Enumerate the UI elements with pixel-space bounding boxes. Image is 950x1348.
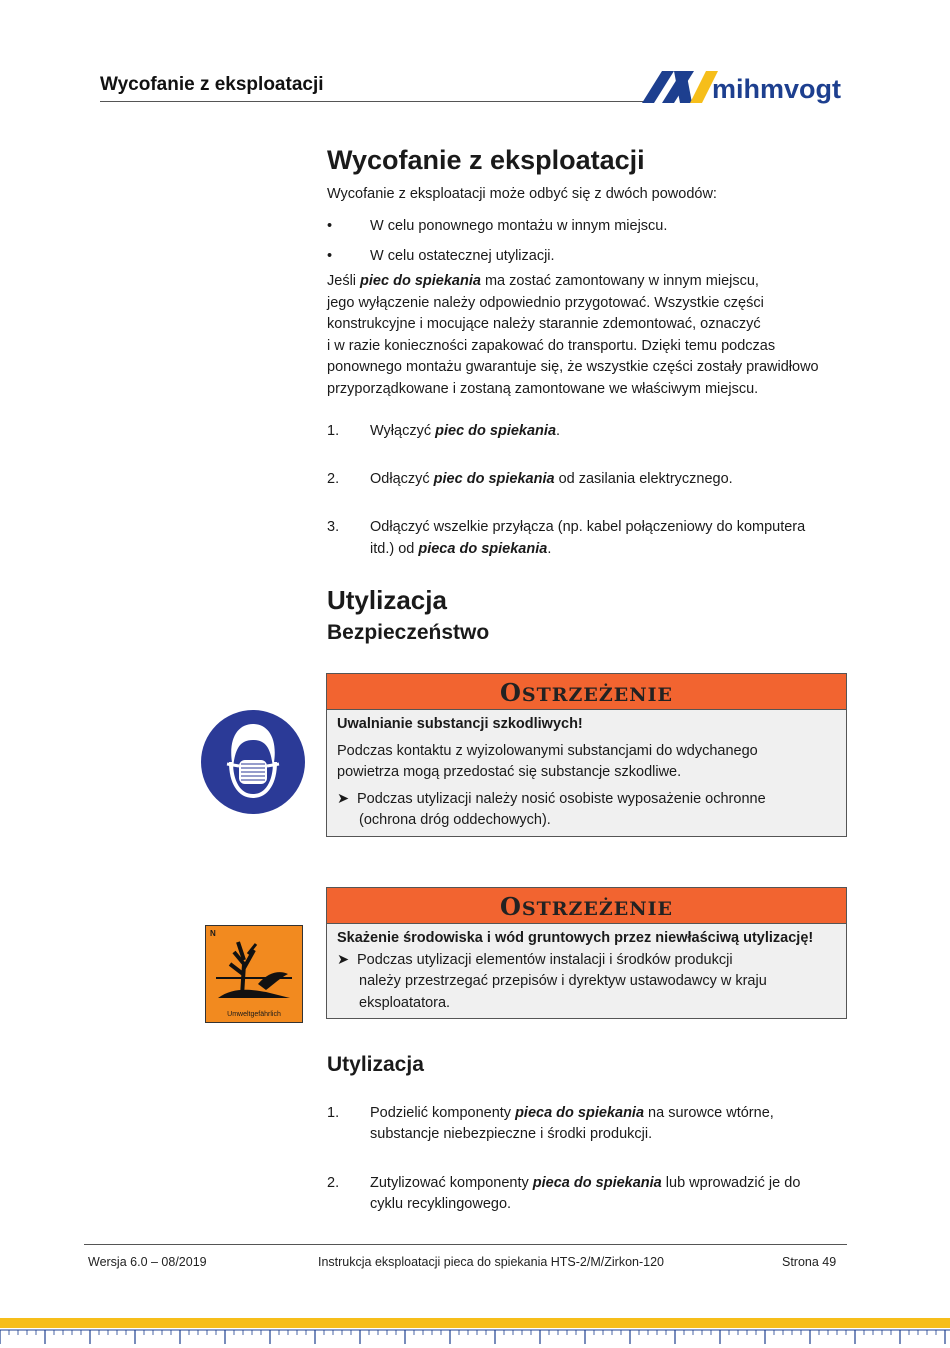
section-title-disposal: Utylizacja <box>327 585 447 615</box>
step-item: 1. Wyłączyć piec do spiekania. <box>327 423 561 439</box>
warning-title: Skażenie środowiska i wód gruntowych przez niewłaściwą utylizację! <box>337 930 814 946</box>
logo-text: mihmvogt <box>712 74 842 104</box>
warning-box-environment <box>326 887 847 1019</box>
intro-text: Wycofanie z eksploatacji może odbyć się z dwóch powodów: <box>327 185 717 202</box>
list-item: • W celu ostatecznej utylizacji. <box>327 247 555 264</box>
warning-heading: OSTRZEŻENIE <box>327 674 846 710</box>
warning-action: ➤ Podczas utylizacji należy nosić osobiste wyposażenie ochronne (ochrona dróg oddechowych). <box>337 789 836 832</box>
footer-version: Wersja 6.0 – 08/2019 <box>88 1255 207 1269</box>
warning-text: Podczas kontaktu z wyizolowanymi substancjami do wdychanego powietrza mogą przedostać się substancje szkodliwe. <box>337 742 758 780</box>
arrow-bullet-icon: ➤ <box>337 951 350 968</box>
footer-document-title: Instrukcja eksploatacji pieca do spiekania HTS-2/M/Zirkon-120 <box>318 1255 664 1269</box>
warning-heading: OSTRZEŻENIE <box>327 888 846 924</box>
mihmvogt-logo <box>640 66 870 108</box>
header-title: Wycofanie z eksploatacji <box>100 74 324 95</box>
section-decommissioning <box>327 145 857 560</box>
section-title-decommissioning: Wycofanie z eksploatacji <box>327 145 645 175</box>
step-item: 2. Zutylizować komponenty pieca do spiekania lub wprowadzić je do cyklu recyklingowego. <box>327 1174 801 1212</box>
step-item: 1. Podzielić komponenty pieca do spiekania na surowce wtórne, substancje niebezpieczne i środki produkcji. <box>327 1104 774 1142</box>
section-disposal <box>327 585 857 644</box>
subsection-title-disposal: Utylizacja <box>327 1053 424 1076</box>
paragraph-relocation: Jeśli piec do spiekania ma zostać zamontowany w innym miejscu, jego wyłączenie należy odpowiednio przygotować. Wszystkie części konstrukcyjne i mocujące należy starannie zdemontować, oznaczyć i w razie konieczności zapakować do transportu. Dzięki temu podczas ponownego montażu gwarantuje się, że wszystkie części zostały prawidłowo przyporządkowane i zostaną zamontowane we właściwym miejscu. <box>327 273 819 397</box>
warning-action: ➤ Podczas utylizacji elementów instalacji i środków produkcji należy przestrzegać przepisów i dyrektyw ustawodawcy w kraju eksploatatora. <box>337 950 836 1015</box>
footer-page-number: Strona 49 <box>782 1255 837 1269</box>
footer-divider <box>84 1244 847 1245</box>
header-divider <box>100 101 648 102</box>
environmental-hazard-icon: N Umweltgefährlich <box>205 925 303 1023</box>
subsection-title-safety: Bezpieczeństwo <box>327 620 490 644</box>
list-item: • W celu ponownego montażu w innym miejscu. <box>327 218 668 234</box>
step-item: 2. Odłączyć piec do spiekania od zasilania elektrycznego. <box>327 470 733 487</box>
step-item: 3. Odłączyć wszelkie przyłącza (np. kabel połączeniowy do komputera itd.) od pieca do spiekania. <box>327 519 806 557</box>
warning-title: Uwalnianie substancji szkodliwych! <box>337 716 583 732</box>
section-disposal-steps <box>327 1054 857 1216</box>
respirator-mandatory-icon <box>201 710 305 814</box>
arrow-bullet-icon: ➤ <box>337 790 350 807</box>
warning-box-harmful-substances <box>326 673 847 837</box>
bottom-color-bar <box>0 1318 950 1328</box>
bottom-ruler <box>0 1328 950 1348</box>
